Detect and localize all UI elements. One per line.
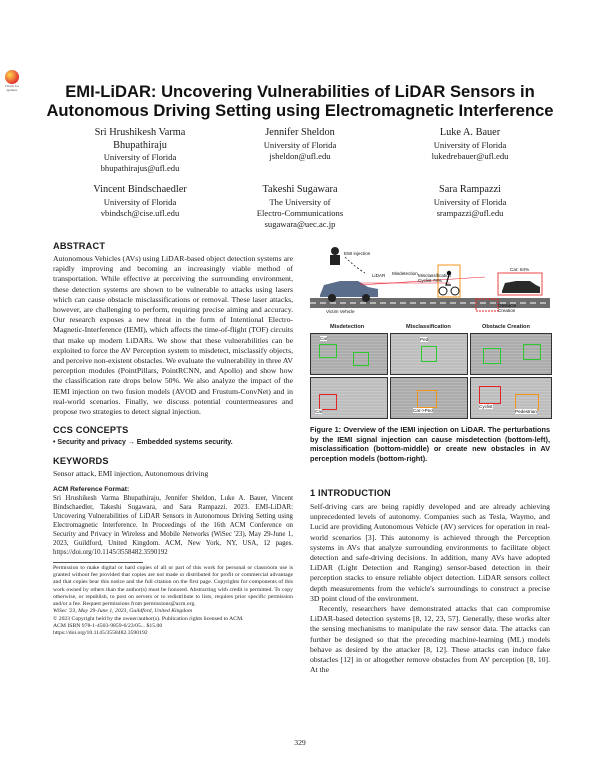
- bounding-box: [319, 344, 337, 358]
- isbn-line: ACM ISBN 978-1-4503-9859-6/23/05... $15.00: [53, 623, 163, 630]
- doi-link[interactable]: https://doi.org/10.1145/3558482.3590192: [53, 630, 148, 637]
- box-tag: Car->Ped: [413, 408, 433, 413]
- permission-notice: Permission to make digital or hard copies of all or part of this work for personal or classroom use is granted without fee provided that copies are not made or distributed for profit or commercial advantage and that copies bear this notice and the full citation on the first page. Copyrights for components of this work owned by others than the author(s) must be honored. Abstracting with credit is permitted. To copy otherwise, or republish, to post on servers or to redistribute to lists, requires prior specific permission and/or a fee. Request permissions from permissions@acm.org.: [53, 564, 293, 608]
- author-name: Jennifer Sheldon: [265, 127, 335, 138]
- box-tag: Car: [320, 336, 328, 341]
- figure-caption: Figure 1: Overview of the IEMI injection on LiDAR. The perturbations by the IEMI signal injection can cause misdetection (bottom-left), misclassification (bottom-middle) or create new obstacles in AV perception models (bottom-right).: [310, 425, 550, 463]
- page-number: 329: [294, 738, 306, 747]
- paper-title: EMI-LiDAR: Uncovering Vulnerabilities of LiDAR Sensors in Autonomous Driving Setting using Electromagnetic Interference: [46, 82, 554, 120]
- bounding-box: [319, 394, 337, 410]
- introduction-heading: 1 INTRODUCTION: [310, 488, 391, 498]
- author-email: jsheldon@ufl.edu: [269, 150, 331, 161]
- right-column: [310, 488, 550, 675]
- panel-title-misclassification: Misclassification: [406, 324, 451, 330]
- bounding-box: [417, 390, 437, 408]
- keywords-text: Sensor attack, EMI injection, Autonomous driving: [53, 469, 209, 479]
- footnote-rule: [53, 562, 143, 563]
- box-tag: Ped: [420, 337, 429, 342]
- author-block: [230, 127, 370, 162]
- attacker-icon: [330, 247, 340, 265]
- author-affiliation: University of Florida: [433, 139, 507, 150]
- lidar-panel: [470, 333, 552, 375]
- author-block: [400, 127, 540, 162]
- box-tag: Car: [315, 409, 323, 414]
- ccs-heading: CCS CONCEPTS: [53, 425, 129, 436]
- bounding-box: [523, 344, 541, 360]
- check-for-updates-badge[interactable]: [2, 70, 22, 92]
- author-name: Takeshi Sugawara: [262, 184, 338, 195]
- author-email: bhupathirajus@ufl.edu: [100, 163, 180, 173]
- ccs-text: • Security and privacy → Embedded systems security.: [53, 439, 233, 447]
- emi-injection-label: EMI injection: [344, 251, 371, 256]
- bounding-box: [483, 348, 501, 364]
- author-block: [70, 184, 210, 219]
- copyright-line: © 2023 Copyright held by the owner/author(s). Publication rights licensed to ACM.: [53, 615, 244, 622]
- author-email: lukedrebauer@ufl.edu: [431, 150, 509, 161]
- misdetection-label: Misdetection: [392, 271, 418, 276]
- box-tag: Pedestrian: [515, 409, 537, 414]
- obstacle-creation-label: Obstacle Creation: [498, 303, 517, 313]
- left-column: [53, 241, 293, 638]
- venue-line: WiSec '23, May 29-June 1, 2023, Guildford, United Kingdom: [53, 608, 193, 615]
- lidar-panel: [390, 377, 468, 419]
- badge-label: Check for updates: [5, 84, 19, 92]
- acm-reference-text: Sri Hrushikesh Varma Bhupathiraju, Jennifer Sheldon, Luke A. Bauer, Vincent Bindschaedler, Takeshi Sugawara, and Sara Rampazzi. 2023. EMI-LiDAR: Uncovering Vulnerabilities of LiDAR Sensors in Autonomous Driving Setting using Electromagnetic Interference. In Proceedings of the 16th ACM Conference on Security and Privacy in Wireless and Mobile Networks (WiSec '23), May 29-June 1, 2023, Guildford, United Kingdom. ACM, New York, NY, USA, 12 pages. https://doi.org/10.1145/3558482.3590192: [53, 494, 293, 556]
- author-block: [400, 184, 540, 219]
- misclassification-label: Misclassification Cyclist 78%: [418, 273, 452, 283]
- intro-paragraph: Self-driving cars are being rapidly developed and are already achieving unprecedented levels of autonomy. Companies such as Tesla, Waymo, and Lucid are providing Autonomous Vehicle (AV) services for operation in real-world scenarios [3]. This autonomy is achieved through the Perception systems in AVs that analyze surrounding environments to facilitate object detection and safe-driving decisions. In addition, many AVs have adopted LiDAR (Light Detection and Ranging) sensor-based detection in their perception stacks to ensure reliable object detection. LiDAR sensors collect depth measurements from the vehicle's surroundings to construct a precise 3D point cloud of the environment.: [310, 502, 550, 603]
- abstract-text: Autonomous Vehicles (AVs) using LiDAR-based object detection systems are rapidly improving and becoming an increasingly viable method of transportation. While effective at perceiving the surrounding environment, these detection systems are shown to be vulnerable to attacks using lasers which can cause obstacle misclassifications or removal. These laser attacks, however, are challenging to perform, requiring precise aiming and accuracy. Our research exposes a new threat in the form of Intentional Electro-Magnetic-Interference (IEMI), which affects the time-of-flight (TOF) circuits that make up modern LiDARs. We show that these vulnerabilities can be exploited to force the AV Perception system to misdetect, misclassify objects, and perceive non-existent obstacles. We evaluate the vulnerability in three AV perception modules (PointPillars, PointRCNN, and Apollo) and show how the classification rate drops below 50%. We also analyze the impact of the IEMI injection on two fusion models (AVOD and Frustum-ConvNet) and in real-world scenarios. Finally, we discuss potential countermeasures and propose two strategies to detect signal injection.: [53, 254, 293, 417]
- author-affiliation: University of Florida: [263, 139, 337, 150]
- author-affiliation-cont: Electro-Communications: [256, 207, 344, 218]
- bounding-box: [353, 352, 369, 366]
- author-name: Sri Hrushikesh Varma: [94, 127, 186, 138]
- lead-car-icon: [498, 273, 542, 295]
- intro-paragraph: Recently, researchers have demonstrated attacks that can compromise LiDAR-based detection systems [8, 12, 23, 57]. Generally, these works alter the sensing mechanisms to manipulate the raw sensor data. The attacks can further be designed so that the preceding machine-learning (ML) models behave as desired by the attacker [8, 12]. These attacks can induce fake obstacles [12] in or altogether remove obstacles from AV perception [8, 10]. At the: [310, 604, 550, 675]
- acm-reference-heading: ACM Reference Format:: [53, 485, 130, 493]
- author-affiliation: University of Florida: [433, 196, 507, 207]
- lidar-label: LiDAR: [372, 273, 386, 278]
- author-affiliation: The University of: [269, 196, 331, 207]
- author-name: Sara Rampazzi: [438, 184, 502, 195]
- author-email: srampazzi@ufl.edu: [436, 207, 504, 218]
- keywords-heading: KEYWORDS: [53, 456, 109, 467]
- author-email: vbindsch@cise.ufl.edu: [100, 207, 180, 218]
- victim-vehicle-label: Victim Vehicle: [326, 309, 355, 314]
- lidar-panel: [470, 377, 552, 419]
- emi-wave: [345, 257, 365, 273]
- lidar-panel: [310, 333, 388, 375]
- author-email: sugawara@uec.ac.jp: [264, 218, 336, 229]
- panel-title-obstacle-creation: Obstacle Creation: [482, 324, 530, 330]
- author-block: [230, 184, 370, 230]
- bounding-box: [421, 346, 437, 362]
- car-confidence-label: Car: 84%: [510, 267, 530, 272]
- crossmark-icon: [5, 70, 19, 84]
- author-name: Luke A. Bauer: [439, 127, 501, 138]
- lidar-panel: [310, 377, 388, 419]
- bounding-box: [479, 386, 501, 404]
- box-tag: Cyclist: [479, 404, 493, 409]
- figure-1: [310, 243, 550, 473]
- abstract-heading: ABSTRACT: [53, 241, 106, 251]
- author-name-cont: Bhupathiraju: [113, 139, 167, 151]
- author-name: Vincent Bindschaedler: [93, 184, 187, 195]
- author-affiliation: University of Florida: [103, 196, 177, 207]
- bounding-box: [515, 394, 539, 410]
- author-block: [70, 127, 210, 174]
- panel-title-misdetection: Misdetection: [330, 324, 365, 330]
- author-affiliation: University of Florida: [103, 152, 177, 162]
- lidar-panel: [390, 333, 468, 375]
